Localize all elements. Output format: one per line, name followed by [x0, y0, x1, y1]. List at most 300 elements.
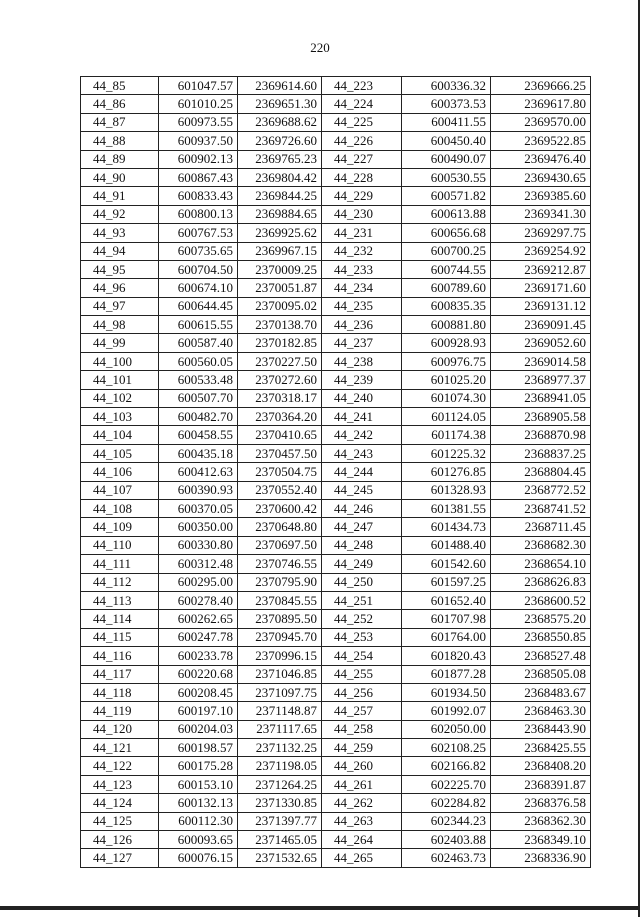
cell-point-id-a: 44_106: [81, 463, 159, 481]
cell-northing-a: 2371117.65: [238, 720, 322, 738]
cell-northing-a: 2369688.62: [238, 113, 322, 131]
cell-point-id-b: 44_229: [322, 187, 402, 205]
cell-northing-b: 2369570.00: [491, 113, 591, 131]
cell-northing-a: 2370552.40: [238, 481, 322, 499]
cell-point-id-b: 44_261: [322, 775, 402, 793]
cell-easting-b: 600490.07: [402, 150, 491, 168]
cell-northing-b: 2368575.20: [491, 610, 591, 628]
cell-northing-a: 2370318.17: [238, 389, 322, 407]
cell-northing-b: 2369131.12: [491, 297, 591, 315]
cell-northing-a: 2371330.85: [238, 794, 322, 812]
cell-northing-b: 2369341.30: [491, 205, 591, 223]
cell-point-id-b: 44_235: [322, 297, 402, 315]
cell-easting-a: 600370.05: [159, 499, 238, 517]
cell-northing-a: 2370945.70: [238, 628, 322, 646]
cell-easting-a: 600735.65: [159, 242, 238, 260]
cell-easting-b: 601124.05: [402, 408, 491, 426]
cell-northing-a: 2370009.25: [238, 260, 322, 278]
cell-easting-b: 600450.40: [402, 132, 491, 150]
table-row: [81, 555, 591, 573]
cell-easting-a: 600204.03: [159, 720, 238, 738]
cell-northing-b: 2368376.58: [491, 794, 591, 812]
cell-northing-a: 2370746.55: [238, 555, 322, 573]
cell-northing-a: 2369765.23: [238, 150, 322, 168]
table-row: [81, 205, 591, 223]
cell-northing-a: 2371264.25: [238, 775, 322, 793]
cell-easting-a: 600482.70: [159, 408, 238, 426]
table-row: [81, 665, 591, 683]
cell-easting-b: 601992.07: [402, 702, 491, 720]
cell-northing-b: 2368905.58: [491, 408, 591, 426]
cell-easting-a: 600233.78: [159, 647, 238, 665]
cell-easting-b: 602344.23: [402, 812, 491, 830]
cell-easting-a: 600175.28: [159, 757, 238, 775]
table-row: [81, 591, 591, 609]
cell-northing-a: 2369884.65: [238, 205, 322, 223]
page-number: 220: [310, 40, 330, 55]
cell-northing-b: 2368837.25: [491, 444, 591, 462]
cell-easting-b: 601328.93: [402, 481, 491, 499]
cell-point-id-a: 44_98: [81, 316, 159, 334]
table-row: [81, 536, 591, 554]
cell-easting-b: 600700.25: [402, 242, 491, 260]
cell-northing-b: 2369476.40: [491, 150, 591, 168]
cell-point-id-a: 44_86: [81, 95, 159, 113]
cell-northing-b: 2369052.60: [491, 334, 591, 352]
cell-point-id-a: 44_110: [81, 536, 159, 554]
table-row: [81, 499, 591, 517]
table-row: [81, 352, 591, 370]
cell-easting-b: 601025.20: [402, 371, 491, 389]
cell-northing-a: 2371198.05: [238, 757, 322, 775]
table-row: [81, 279, 591, 297]
cell-easting-a: 600093.65: [159, 831, 238, 849]
cell-easting-b: 602166.82: [402, 757, 491, 775]
cell-point-id-b: 44_240: [322, 389, 402, 407]
cell-easting-a: 600132.13: [159, 794, 238, 812]
cell-northing-b: 2368626.83: [491, 573, 591, 591]
cell-easting-b: 601434.73: [402, 518, 491, 536]
cell-point-id-b: 44_265: [322, 849, 402, 867]
cell-point-id-b: 44_257: [322, 702, 402, 720]
cell-point-id-a: 44_125: [81, 812, 159, 830]
cell-point-id-b: 44_228: [322, 168, 402, 186]
cell-point-id-b: 44_236: [322, 316, 402, 334]
cell-easting-a: 600560.05: [159, 352, 238, 370]
cell-northing-b: 2368600.52: [491, 591, 591, 609]
cell-easting-b: 600881.80: [402, 316, 491, 334]
cell-northing-a: 2370457.50: [238, 444, 322, 462]
cell-northing-a: 2370697.50: [238, 536, 322, 554]
cell-northing-b: 2368336.90: [491, 849, 591, 867]
cell-easting-b: 600789.60: [402, 279, 491, 297]
cell-easting-a: 600198.57: [159, 739, 238, 757]
cell-easting-b: 601174.38: [402, 426, 491, 444]
table-row: [81, 849, 591, 867]
table-row: [81, 481, 591, 499]
cell-point-id-b: 44_254: [322, 647, 402, 665]
cell-easting-a: 600937.50: [159, 132, 238, 150]
cell-point-id-b: 44_251: [322, 591, 402, 609]
cell-point-id-a: 44_126: [81, 831, 159, 849]
cell-easting-a: 600587.40: [159, 334, 238, 352]
cell-easting-b: 601764.00: [402, 628, 491, 646]
cell-easting-b: 601381.55: [402, 499, 491, 517]
table-row: [81, 224, 591, 242]
cell-northing-a: 2369925.62: [238, 224, 322, 242]
cell-northing-a: 2370051.87: [238, 279, 322, 297]
cell-northing-b: 2369522.85: [491, 132, 591, 150]
table-row: [81, 242, 591, 260]
cell-easting-b: 601074.30: [402, 389, 491, 407]
cell-easting-a: 600704.50: [159, 260, 238, 278]
cell-easting-a: 600833.43: [159, 187, 238, 205]
cell-easting-a: 600262.65: [159, 610, 238, 628]
cell-point-id-a: 44_127: [81, 849, 159, 867]
cell-easting-b: 601488.40: [402, 536, 491, 554]
cell-point-id-b: 44_233: [322, 260, 402, 278]
cell-point-id-b: 44_255: [322, 665, 402, 683]
cell-point-id-b: 44_264: [322, 831, 402, 849]
cell-easting-a: 600330.80: [159, 536, 238, 554]
table-row: [81, 647, 591, 665]
cell-northing-a: 2370895.50: [238, 610, 322, 628]
cell-point-id-a: 44_89: [81, 150, 159, 168]
cell-northing-b: 2368527.48: [491, 647, 591, 665]
cell-point-id-a: 44_116: [81, 647, 159, 665]
table-row: [81, 739, 591, 757]
cell-northing-b: 2368425.55: [491, 739, 591, 757]
cell-northing-b: 2368391.87: [491, 775, 591, 793]
cell-point-id-b: 44_247: [322, 518, 402, 536]
cell-easting-a: 600507.70: [159, 389, 238, 407]
table-row: [81, 812, 591, 830]
cell-point-id-b: 44_231: [322, 224, 402, 242]
cell-northing-a: 2370996.15: [238, 647, 322, 665]
cell-northing-a: 2370410.65: [238, 426, 322, 444]
cell-easting-b: 601597.25: [402, 573, 491, 591]
cell-easting-a: 600458.55: [159, 426, 238, 444]
cell-northing-b: 2368550.85: [491, 628, 591, 646]
cell-northing-a: 2371097.75: [238, 683, 322, 701]
cell-point-id-a: 44_109: [81, 518, 159, 536]
cell-point-id-a: 44_121: [81, 739, 159, 757]
cell-northing-a: 2370845.55: [238, 591, 322, 609]
cell-northing-b: 2368362.30: [491, 812, 591, 830]
cell-northing-b: 2368483.67: [491, 683, 591, 701]
table-row: [81, 95, 591, 113]
cell-point-id-a: 44_104: [81, 426, 159, 444]
cell-easting-b: 600976.75: [402, 352, 491, 370]
cell-easting-b: 600835.35: [402, 297, 491, 315]
cell-point-id-a: 44_101: [81, 371, 159, 389]
cell-northing-b: 2369014.58: [491, 352, 591, 370]
cell-easting-a: 600076.15: [159, 849, 238, 867]
cell-easting-a: 600902.13: [159, 150, 238, 168]
cell-point-id-b: 44_263: [322, 812, 402, 830]
cell-point-id-b: 44_239: [322, 371, 402, 389]
table-row: [81, 260, 591, 278]
cell-point-id-a: 44_102: [81, 389, 159, 407]
cell-easting-a: 600973.55: [159, 113, 238, 131]
cell-easting-b: 601934.50: [402, 683, 491, 701]
cell-easting-a: 600350.00: [159, 518, 238, 536]
cell-northing-b: 2369254.92: [491, 242, 591, 260]
cell-point-id-a: 44_111: [81, 555, 159, 573]
cell-easting-a: 600312.48: [159, 555, 238, 573]
cell-easting-a: 600800.13: [159, 205, 238, 223]
cell-point-id-a: 44_123: [81, 775, 159, 793]
cell-point-id-a: 44_108: [81, 499, 159, 517]
cell-northing-a: 2370095.02: [238, 297, 322, 315]
cell-easting-b: 602403.88: [402, 831, 491, 849]
cell-easting-a: 600615.55: [159, 316, 238, 334]
table-row: [81, 297, 591, 315]
cell-point-id-a: 44_88: [81, 132, 159, 150]
table-row: [81, 113, 591, 131]
table-row: [81, 794, 591, 812]
cell-northing-a: 2370272.60: [238, 371, 322, 389]
cell-northing-a: 2371046.85: [238, 665, 322, 683]
table-row: [81, 150, 591, 168]
cell-easting-a: 600278.40: [159, 591, 238, 609]
table-row: [81, 683, 591, 701]
cell-easting-b: 600530.55: [402, 168, 491, 186]
cell-point-id-b: 44_225: [322, 113, 402, 131]
cell-easting-a: 600295.00: [159, 573, 238, 591]
cell-northing-b: 2369617.80: [491, 95, 591, 113]
cell-easting-b: 600373.53: [402, 95, 491, 113]
cell-northing-a: 2371532.65: [238, 849, 322, 867]
cell-northing-b: 2369666.25: [491, 77, 591, 95]
cell-point-id-b: 44_226: [322, 132, 402, 150]
table-row: [81, 132, 591, 150]
cell-northing-b: 2368711.45: [491, 518, 591, 536]
cell-northing-b: 2368977.37: [491, 371, 591, 389]
cell-northing-b: 2369385.60: [491, 187, 591, 205]
cell-northing-b: 2368443.90: [491, 720, 591, 738]
cell-northing-a: 2369651.30: [238, 95, 322, 113]
cell-northing-a: 2369844.25: [238, 187, 322, 205]
table-row: [81, 408, 591, 426]
cell-northing-a: 2369726.60: [238, 132, 322, 150]
cell-point-id-a: 44_87: [81, 113, 159, 131]
cell-easting-a: 601010.25: [159, 95, 238, 113]
cell-easting-b: 600656.68: [402, 224, 491, 242]
cell-point-id-a: 44_124: [81, 794, 159, 812]
cell-easting-b: 601820.43: [402, 647, 491, 665]
cell-northing-a: 2371397.77: [238, 812, 322, 830]
cell-northing-a: 2370504.75: [238, 463, 322, 481]
cell-easting-b: 601877.28: [402, 665, 491, 683]
cell-point-id-b: 44_250: [322, 573, 402, 591]
cell-point-id-b: 44_244: [322, 463, 402, 481]
cell-easting-b: 601225.32: [402, 444, 491, 462]
cell-easting-a: 600533.48: [159, 371, 238, 389]
cell-point-id-a: 44_92: [81, 205, 159, 223]
cell-northing-b: 2369091.45: [491, 316, 591, 334]
cell-northing-a: 2370364.20: [238, 408, 322, 426]
cell-point-id-b: 44_260: [322, 757, 402, 775]
cell-point-id-a: 44_97: [81, 297, 159, 315]
cell-easting-b: 601542.60: [402, 555, 491, 573]
cell-northing-a: 2369804.42: [238, 168, 322, 186]
cell-northing-b: 2368870.98: [491, 426, 591, 444]
cell-easting-b: 602050.00: [402, 720, 491, 738]
cell-easting-a: 600644.45: [159, 297, 238, 315]
cell-northing-b: 2368349.10: [491, 831, 591, 849]
table-row: [81, 334, 591, 352]
cell-point-id-b: 44_246: [322, 499, 402, 517]
table-row: [81, 628, 591, 646]
cell-easting-a: 600867.43: [159, 168, 238, 186]
cell-point-id-b: 44_259: [322, 739, 402, 757]
cell-point-id-a: 44_112: [81, 573, 159, 591]
cell-point-id-b: 44_242: [322, 426, 402, 444]
cell-point-id-b: 44_234: [322, 279, 402, 297]
table-row: [81, 518, 591, 536]
cell-point-id-a: 44_119: [81, 702, 159, 720]
cell-easting-b: 602225.70: [402, 775, 491, 793]
cell-easting-b: 600613.88: [402, 205, 491, 223]
cell-easting-b: 602108.25: [402, 739, 491, 757]
cell-point-id-a: 44_85: [81, 77, 159, 95]
table-row: [81, 757, 591, 775]
cell-point-id-b: 44_245: [322, 481, 402, 499]
cell-point-id-b: 44_249: [322, 555, 402, 573]
cell-northing-b: 2368741.52: [491, 499, 591, 517]
cell-point-id-a: 44_105: [81, 444, 159, 462]
coordinate-table: [80, 76, 591, 868]
cell-point-id-a: 44_100: [81, 352, 159, 370]
cell-point-id-b: 44_253: [322, 628, 402, 646]
cell-northing-a: 2369614.60: [238, 77, 322, 95]
table-row: [81, 371, 591, 389]
cell-northing-b: 2368804.45: [491, 463, 591, 481]
cell-point-id-a: 44_90: [81, 168, 159, 186]
table-row: [81, 573, 591, 591]
cell-point-id-a: 44_113: [81, 591, 159, 609]
table-row: [81, 389, 591, 407]
cell-point-id-b: 44_223: [322, 77, 402, 95]
cell-easting-b: 600571.82: [402, 187, 491, 205]
table-row: [81, 720, 591, 738]
cell-easting-b: 601276.85: [402, 463, 491, 481]
cell-point-id-a: 44_93: [81, 224, 159, 242]
cell-northing-b: 2369171.60: [491, 279, 591, 297]
cell-point-id-b: 44_258: [322, 720, 402, 738]
table-row: [81, 187, 591, 205]
cell-northing-b: 2368654.10: [491, 555, 591, 573]
cell-northing-a: 2370600.42: [238, 499, 322, 517]
cell-northing-b: 2368682.30: [491, 536, 591, 554]
cell-easting-b: 600744.55: [402, 260, 491, 278]
cell-easting-a: 600112.30: [159, 812, 238, 830]
table-row: [81, 775, 591, 793]
cell-point-id-b: 44_224: [322, 95, 402, 113]
cell-easting-a: 600412.63: [159, 463, 238, 481]
table-row: [81, 168, 591, 186]
cell-point-id-a: 44_114: [81, 610, 159, 628]
coordinate-table-body: [81, 77, 591, 868]
cell-point-id-a: 44_103: [81, 408, 159, 426]
table-row: [81, 463, 591, 481]
table-row: [81, 831, 591, 849]
cell-easting-b: 601652.40: [402, 591, 491, 609]
table-row: [81, 77, 591, 95]
cell-northing-b: 2369212.87: [491, 260, 591, 278]
cell-point-id-a: 44_94: [81, 242, 159, 260]
cell-easting-b: 602463.73: [402, 849, 491, 867]
table-row: [81, 702, 591, 720]
cell-point-id-b: 44_238: [322, 352, 402, 370]
cell-northing-a: 2370795.90: [238, 573, 322, 591]
cell-point-id-b: 44_252: [322, 610, 402, 628]
cell-easting-b: 601707.98: [402, 610, 491, 628]
cell-point-id-a: 44_96: [81, 279, 159, 297]
cell-northing-a: 2370648.80: [238, 518, 322, 536]
cell-easting-a: 600208.45: [159, 683, 238, 701]
cell-point-id-b: 44_262: [322, 794, 402, 812]
cell-point-id-b: 44_230: [322, 205, 402, 223]
cell-easting-a: 600435.18: [159, 444, 238, 462]
cell-point-id-b: 44_232: [322, 242, 402, 260]
table-row: [81, 610, 591, 628]
cell-point-id-b: 44_243: [322, 444, 402, 462]
cell-northing-b: 2368941.05: [491, 389, 591, 407]
cell-point-id-b: 44_237: [322, 334, 402, 352]
cell-easting-a: 600197.10: [159, 702, 238, 720]
table-row: [81, 444, 591, 462]
cell-point-id-a: 44_120: [81, 720, 159, 738]
cell-northing-a: 2371132.25: [238, 739, 322, 757]
table-row: [81, 426, 591, 444]
cell-point-id-b: 44_241: [322, 408, 402, 426]
cell-easting-a: 601047.57: [159, 77, 238, 95]
cell-northing-a: 2371465.05: [238, 831, 322, 849]
cell-easting-b: 600928.93: [402, 334, 491, 352]
cell-northing-a: 2370227.50: [238, 352, 322, 370]
cell-northing-a: 2370138.70: [238, 316, 322, 334]
cell-point-id-a: 44_115: [81, 628, 159, 646]
cell-point-id-a: 44_95: [81, 260, 159, 278]
cell-easting-a: 600153.10: [159, 775, 238, 793]
cell-northing-a: 2370182.85: [238, 334, 322, 352]
table-row: [81, 316, 591, 334]
cell-easting-a: 600220.68: [159, 665, 238, 683]
cell-point-id-a: 44_99: [81, 334, 159, 352]
cell-easting-b: 600336.32: [402, 77, 491, 95]
cell-point-id-b: 44_227: [322, 150, 402, 168]
cell-point-id-a: 44_107: [81, 481, 159, 499]
scan-border-bottom: [0, 906, 640, 910]
cell-northing-b: 2368505.08: [491, 665, 591, 683]
cell-northing-a: 2371148.87: [238, 702, 322, 720]
cell-point-id-a: 44_91: [81, 187, 159, 205]
cell-point-id-b: 44_256: [322, 683, 402, 701]
cell-easting-a: 600674.10: [159, 279, 238, 297]
cell-northing-b: 2369297.75: [491, 224, 591, 242]
cell-easting-b: 600411.55: [402, 113, 491, 131]
cell-easting-b: 602284.82: [402, 794, 491, 812]
cell-northing-b: 2368408.20: [491, 757, 591, 775]
cell-northing-a: 2369967.15: [238, 242, 322, 260]
cell-northing-b: 2368463.30: [491, 702, 591, 720]
cell-easting-a: 600390.93: [159, 481, 238, 499]
cell-point-id-b: 44_248: [322, 536, 402, 554]
cell-point-id-a: 44_122: [81, 757, 159, 775]
cell-northing-b: 2368772.52: [491, 481, 591, 499]
